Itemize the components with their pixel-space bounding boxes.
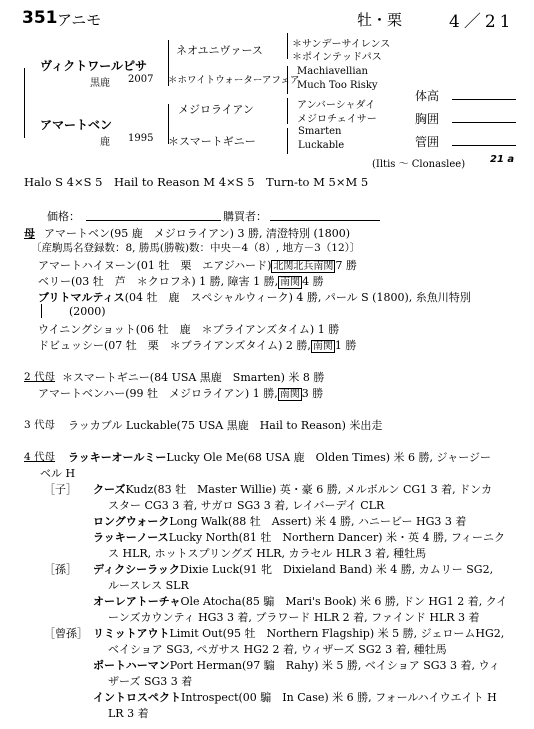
fourth-dam-line (68, 449, 491, 465)
descendant-line-2: ーンズカウンティ HG3 3 着, ブラワード HLR 2 着, ファインド HLR 3 着 (108, 611, 480, 624)
descendant-row (93, 625, 504, 641)
foal-name: ドビュッシー (38, 339, 104, 352)
fourth-dam-name: ラッキーオールミー (68, 451, 167, 464)
foal-tag: 南関 (312, 341, 333, 352)
foal-row (38, 257, 357, 273)
descendant-row (93, 593, 507, 609)
foal-name: ブリトマルティス (38, 291, 125, 304)
dam-record: 〔産駒馬名登録数：8, 勝馬(勝鞍)数：中央－4（8）, 地方－3（12）〕 (31, 242, 361, 254)
foal-row (38, 273, 324, 289)
second-dam-line: ＊スマートギニー(84 USA 黒鹿 Smarten) 米 8 勝 (62, 371, 325, 384)
descendant-line-1: Introspect(00 騸 In Case) 米 6 勝, フォールハイウエイト H (181, 691, 497, 704)
foal-info: (99 牡 メジロライアン) 1 勝, (125, 387, 278, 400)
foal-tag: 南関 (280, 277, 301, 288)
descendant-line-2: スター CG3 3 着, サガロ SG3 3 着, レイバーデイ CLR (108, 499, 385, 512)
descendant-row (93, 481, 492, 497)
foal-name: アマートベンハー (38, 387, 126, 400)
foal-result: 3 勝 (301, 387, 324, 400)
foal-info: (03 牡 芦 ＊クロフネ) 1 勝, 障害 1 勝, (71, 275, 279, 288)
sire-sire-dam: ＊ポインテッドパス (292, 52, 382, 63)
buyer-label: 購買者： (223, 210, 267, 223)
descendant-name: イントロスペクト (93, 691, 181, 704)
dam-color: 鹿 (100, 137, 110, 148)
descendant-name: オーレアトーチャ (93, 595, 181, 608)
lot-number: 351 (22, 8, 58, 28)
descendant-name: リミットアウト (93, 627, 170, 640)
height-label: 体高 (415, 89, 440, 103)
descendant-name: ロングウォーク (93, 515, 170, 528)
group-label: ［孫］ (44, 563, 77, 576)
foal-info: (07 牡 栗 ＊ブライアンズタイム) 2 勝, (104, 339, 311, 352)
descendant-row (93, 561, 493, 577)
price-field[interactable] (86, 220, 221, 221)
descendant-line-1: Kudz(83 牡 Master Willie) 英・豪 6 勝, メルボルン CG1 3 着, ドンカ (125, 483, 493, 496)
foal-row (38, 321, 339, 337)
descendant-row (93, 513, 466, 529)
foal-tag: 北関北兵南関 (273, 261, 334, 272)
descendant-line-1: Port Herman(97 騸 Rahy) 米 5 勝, ベイショア SG3 3 着, ウィ (169, 659, 500, 672)
price-label: 価格： (47, 210, 80, 223)
foal-info: (01 牡 栗 エアジハード) (136, 259, 272, 272)
fourth-dam-tag: 4 代母 (24, 451, 56, 463)
dam-line: アマートベン(95 鹿 メジロライアン) 3 勝, 清澄特別 (1800) (44, 227, 351, 240)
sire-dam-sire: Machiavellian (297, 66, 368, 77)
foal-continuation: (2000) (69, 305, 106, 318)
sire-dam-dam: Much Too Risky (297, 80, 378, 91)
group-label: ［子］ (44, 483, 77, 496)
foal-row (38, 337, 356, 353)
descendant-line-2: ベイショア SG3, ペガサス HG2 2 着, ウィザーズ SG2 3 着, 種牡馬 (108, 643, 447, 656)
dam-dam: ＊スマートギニー (168, 135, 256, 148)
descendant-line-2: LR 3 着 (108, 707, 149, 720)
descendant-line-1: Dixie Luck(91 牝 Dixieland Band) 米 4 勝, カムリー SG2, (179, 563, 494, 576)
inbreeding: Halo S 4×S 5 Hail to Reason M 4×S 5 Turn-to M 5×M 5 (24, 175, 369, 189)
dam-year: 1995 (128, 133, 154, 144)
dam-sire: メジロライアン (178, 103, 254, 116)
descendant-name: ラッキーノース (93, 531, 169, 544)
fourth-dam-continuation: ベル H (40, 467, 76, 480)
descendant-line-2: ザーズ SG3 3 着 (108, 675, 193, 688)
family-note: (Iltis ～ Clonaslee) (372, 159, 466, 170)
buyer-field[interactable] (270, 220, 380, 221)
foal-result: 7 勝 (335, 259, 357, 272)
third-dam-tag: 3 代母 (24, 419, 56, 431)
descendant-name: ポートハーマン (93, 659, 170, 672)
dam-name: アマートベン (40, 118, 113, 132)
horse-name: アニモ (57, 11, 102, 29)
birth-date: 4／21 (449, 12, 515, 32)
descendant-line-1: Limit Out(95 牡 Northern Flagship) 米 5 勝, ジェロームHG2, (169, 627, 505, 640)
descendant-row (93, 689, 497, 705)
sire-year: 2007 (128, 74, 154, 85)
sex-color: 牡・栗 (357, 11, 403, 29)
foal-tag: 南関 (279, 389, 300, 400)
third-dam-line: ラッカブル Luckable(75 USA 黒鹿 Hail to Reason) 米出走 (68, 419, 383, 432)
cannon-label: 管囲 (415, 135, 440, 149)
foal-info: (04 牡 鹿 スペシャルウィーク) 4 勝, パール S (1800), 糸魚川特別 (124, 291, 471, 304)
sire-name: ヴィクトワールピサ (40, 59, 148, 73)
sire-sire: ネオユニヴァース (176, 44, 263, 57)
descendant-line-1: Lucky North(81 牡 Northern Dancer) 米・英 4 勝, フィーニク (168, 531, 506, 544)
dam-sire-dam: メジロチェイサー (297, 114, 377, 125)
dam-dam-dam: Luckable (298, 140, 345, 151)
sire-sire-sire: ＊サンデーサイレンス (292, 39, 391, 50)
descendant-line-1: Ole Atocha(85 騸 Mari's Book) 米 6 勝, ドン HG1 2 着, クイ (180, 595, 508, 608)
foal-name: アマートハイヌーン (38, 259, 137, 272)
dam-tag: 母 (24, 227, 35, 240)
descendant-line-1: Long Walk(88 牡 Assert) 米 4 勝, ハニービー HG3 3 着 (169, 515, 467, 528)
descendant-row (93, 657, 500, 673)
descendant-row (93, 529, 505, 545)
family-number: 21 a (490, 154, 515, 165)
foal-result: 1 勝 (334, 339, 357, 352)
second-dam-tag: 2 代母 (24, 371, 56, 383)
sire-dam: ＊ホワイトウォーターアフェア (168, 75, 300, 86)
descendant-name: ディクシーラック (93, 563, 180, 576)
sire-color: 黒鹿 (90, 78, 110, 89)
descendant-line-2: ス HLR, ホットスプリングズ HLR, カラセル HLR 3 着, 種牡馬 (108, 547, 427, 560)
foal-name: ウイニングショット (38, 323, 136, 336)
foal-name: ベリー (38, 275, 71, 288)
dam-sire-sire: アンバーシャダイ (297, 100, 376, 111)
foal-row (38, 289, 471, 305)
foal-info: (06 牡 鹿 ＊ブライアンズタイム) 1 勝 (135, 323, 340, 336)
group-label: ［曾孫］ (44, 627, 88, 640)
dam-dam-sire: Smarten (298, 126, 342, 137)
foal-row (38, 385, 323, 401)
foal-result: 4 勝 (302, 275, 324, 288)
descendant-line-2: ルースレス SLR (108, 579, 189, 592)
descendant-name: クーズ (93, 483, 126, 496)
fourth-dam-detail: Lucky Ole Me(68 USA 鹿 Olden Times) 米 6 勝, ジャージー (166, 451, 492, 464)
girth-label: 胸囲 (415, 112, 440, 126)
